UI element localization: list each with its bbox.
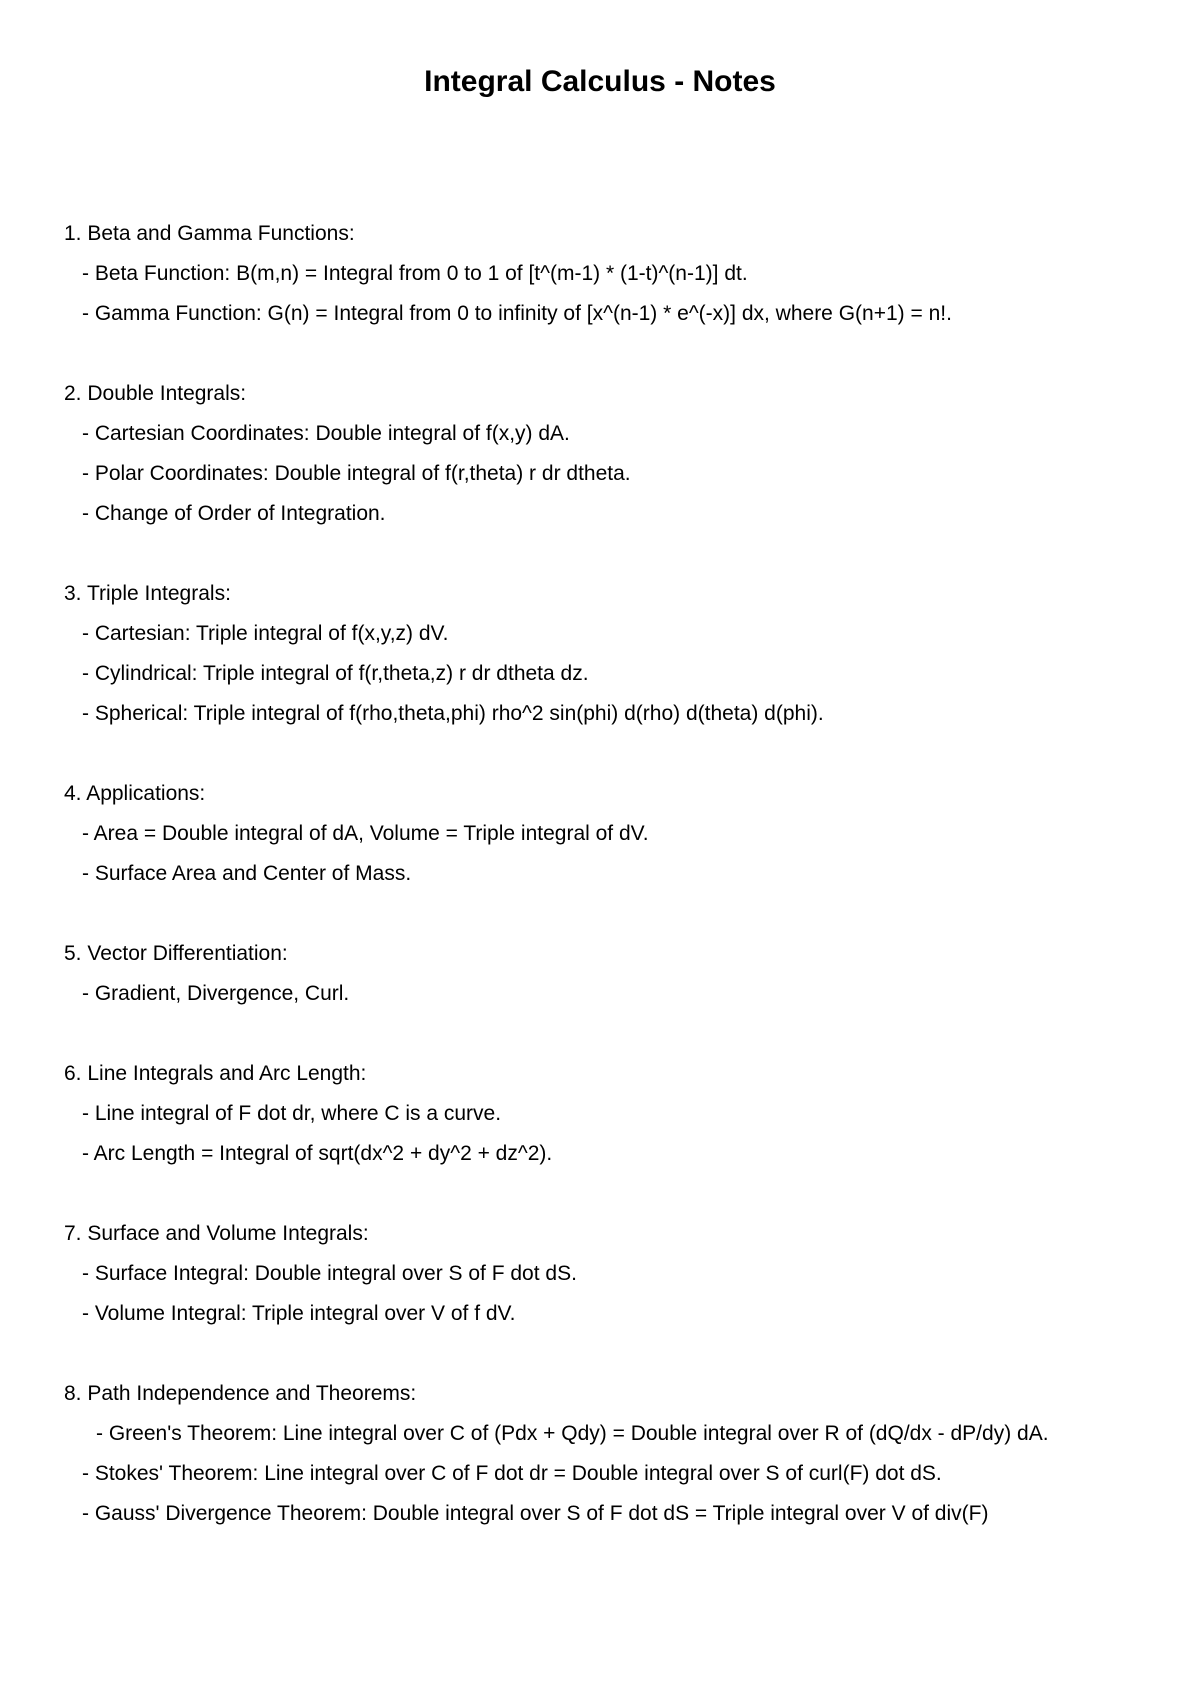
section-heading: 2. Double Integrals: <box>64 382 247 405</box>
section-heading: 6. Line Integrals and Arc Length: <box>64 1062 367 1085</box>
section-double-integrals <box>64 374 1146 534</box>
section-surface-volume-integrals <box>64 1214 1146 1334</box>
section-heading: 8. Path Independence and Theorems: <box>64 1382 417 1405</box>
list-item: - Stokes' Theorem: Line integral over C of F dot dr = Double integral over S of curl(F) dot dS. <box>82 1462 942 1485</box>
list-item: - Cylindrical: Triple integral of f(r,theta,z) r dr dtheta dz. <box>82 662 589 685</box>
list-item: - Gradient, Divergence, Curl. <box>82 982 350 1005</box>
list-item: - Polar Coordinates: Double integral of f(r,theta) r dr dtheta. <box>82 462 631 485</box>
list-item: - Gamma Function: G(n) = Integral from 0 to infinity of [x^(n-1) * e^(-x)] dx, where G(n+1) = n!. <box>82 302 952 325</box>
list-item: - Surface Integral: Double integral over S of F dot dS. <box>82 1262 577 1285</box>
list-item: - Green's Theorem: Line integral over C of (Pdx + Qdy) = Double integral over R of (dQ/dx - dP/dy) dA. <box>96 1422 1049 1445</box>
section-line-integrals <box>64 1054 1146 1174</box>
list-item: - Arc Length = Integral of sqrt(dx^2 + dy^2 + dz^2). <box>82 1142 553 1165</box>
list-item: - Volume Integral: Triple integral over V of f dV. <box>82 1302 516 1325</box>
section-beta-gamma <box>64 214 1146 334</box>
list-item: - Area = Double integral of dA, Volume = Triple integral of dV. <box>82 822 649 845</box>
list-item: - Surface Area and Center of Mass. <box>82 862 412 885</box>
section-heading: 3. Triple Integrals: <box>64 582 231 605</box>
list-item: - Spherical: Triple integral of f(rho,theta,phi) rho^2 sin(phi) d(rho) d(theta) d(phi). <box>82 702 824 725</box>
list-item: - Cartesian Coordinates: Double integral of f(x,y) dA. <box>82 422 570 445</box>
section-vector-differentiation <box>64 934 1146 1014</box>
section-heading: 7. Surface and Volume Integrals: <box>64 1222 369 1245</box>
section-heading: 1. Beta and Gamma Functions: <box>64 222 355 245</box>
page-title: Integral Calculus - Notes <box>424 65 776 98</box>
section-triple-integrals <box>64 574 1146 734</box>
section-heading: 4. Applications: <box>64 782 206 805</box>
list-item: - Line integral of F dot dr, where C is a curve. <box>82 1102 502 1125</box>
section-heading: 5. Vector Differentiation: <box>64 942 288 965</box>
section-applications <box>64 774 1146 894</box>
section-theorems <box>64 1374 1146 1534</box>
list-item: - Change of Order of Integration. <box>82 502 386 525</box>
list-item: - Beta Function: B(m,n) = Integral from 0 to 1 of [t^(m-1) * (1-t)^(n-1)] dt. <box>82 262 748 285</box>
list-item: - Cartesian: Triple integral of f(x,y,z) dV. <box>82 622 449 645</box>
list-item: - Gauss' Divergence Theorem: Double integral over S of F dot dS = Triple integral over V of div(F) <box>82 1502 989 1525</box>
notes-body <box>64 214 1146 1574</box>
